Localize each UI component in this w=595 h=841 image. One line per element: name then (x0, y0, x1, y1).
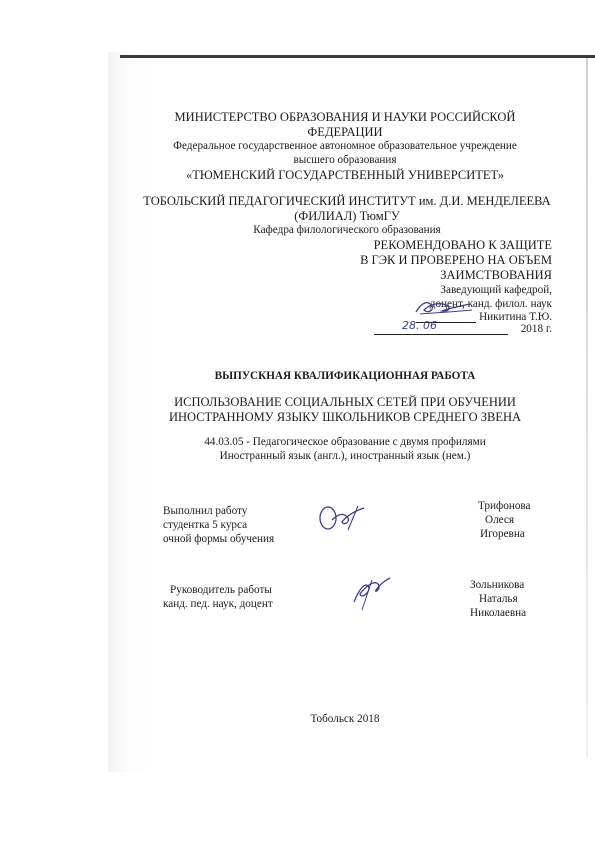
supervisor-role-line-2: канд. пед. наук, доцент (163, 598, 273, 610)
author-signature (314, 500, 368, 534)
work-type: ВЫПУСКНАЯ КВАЛИФИКАЦИОННАЯ РАБОТА (214, 370, 476, 382)
ministry-line-1: МИНИСТЕРСТВО ОБРАЗОВАНИЯ И НАУКИ РОССИЙСКОЙ (174, 110, 516, 124)
supervisor-role-line-1: Руководитель работы (170, 584, 272, 596)
author-role-line-2: студентка 5 курса (163, 519, 248, 531)
ministry-line-2: ФЕДЕРАЦИИ (307, 125, 383, 139)
author-role-line-3: очной формы обучения (163, 533, 275, 545)
work-title-line-1: ИСПОЛЬЗОВАНИЕ СОЦИАЛЬНЫХ СЕТЕЙ ПРИ ОБУЧЕНИИ (174, 395, 516, 409)
date-line (374, 334, 508, 335)
city-year: Тобольск 2018 (310, 713, 380, 725)
supervisor-surname: Зольникова (470, 579, 525, 591)
federal-line-2: высшего образования (293, 154, 397, 166)
author-role-line-1: Выполнил работу (163, 505, 248, 517)
institute-line-1: ТОБОЛЬСКИЙ ПЕДАГОГИЧЕСКИЙ ИНСТИТУТ им. Д.И. МЕНДЕЛЕЕВА (143, 194, 551, 208)
head-title: Заведующий кафедрой, (440, 284, 552, 296)
head-signature (412, 296, 476, 320)
author-patronymic: Игоревна (480, 528, 525, 540)
specialty-line-1: 44.03.05 - Педагогическое образование с двумя профилями (204, 436, 486, 448)
head-degree: доцент, канд. филол. наук (429, 298, 552, 310)
federal-line-1: Федеральное государственное автономное образовательное учреждение (173, 140, 517, 152)
scan-top-edge (120, 55, 595, 58)
head-name: Никитина Т.Ю. (479, 311, 552, 323)
date-handwritten: 28. 06 (402, 319, 437, 332)
supervisor-patronymic: Николаевна (470, 607, 527, 619)
approval-line-3: ЗАИМСТВОВАНИЯ (440, 268, 552, 282)
supervisor-name: Наталья (479, 593, 518, 605)
institute-line-2: (ФИЛИАЛ) ТюмГУ (294, 209, 400, 223)
author-name: Олеся (485, 514, 515, 526)
date-year: 2018 г. (520, 323, 552, 335)
work-title-line-2: ИНОСТРАННОМУ ЯЗЫКУ ШКОЛЬНИКОВ СРЕДНЕГО ЗВЕНА (168, 410, 522, 424)
scan-right-edge (586, 58, 588, 758)
department-name: Кафедра филологического образования (253, 224, 441, 236)
supervisor-signature (348, 572, 394, 612)
author-surname: Трифонова (478, 500, 531, 512)
approval-line-2: В ГЭК И ПРОВЕРЕНО НА ОБЪЕМ (360, 253, 552, 267)
university-name: «ТЮМЕНСКИЙ ГОСУДАРСТВЕННЫЙ УНИВЕРСИТЕТ» (185, 168, 505, 182)
specialty-line-2: Иностранный язык (англ.), иностранный язык (нем.) (219, 450, 471, 462)
approval-line-1: РЕКОМЕНДОВАНО К ЗАЩИТЕ (373, 238, 552, 252)
